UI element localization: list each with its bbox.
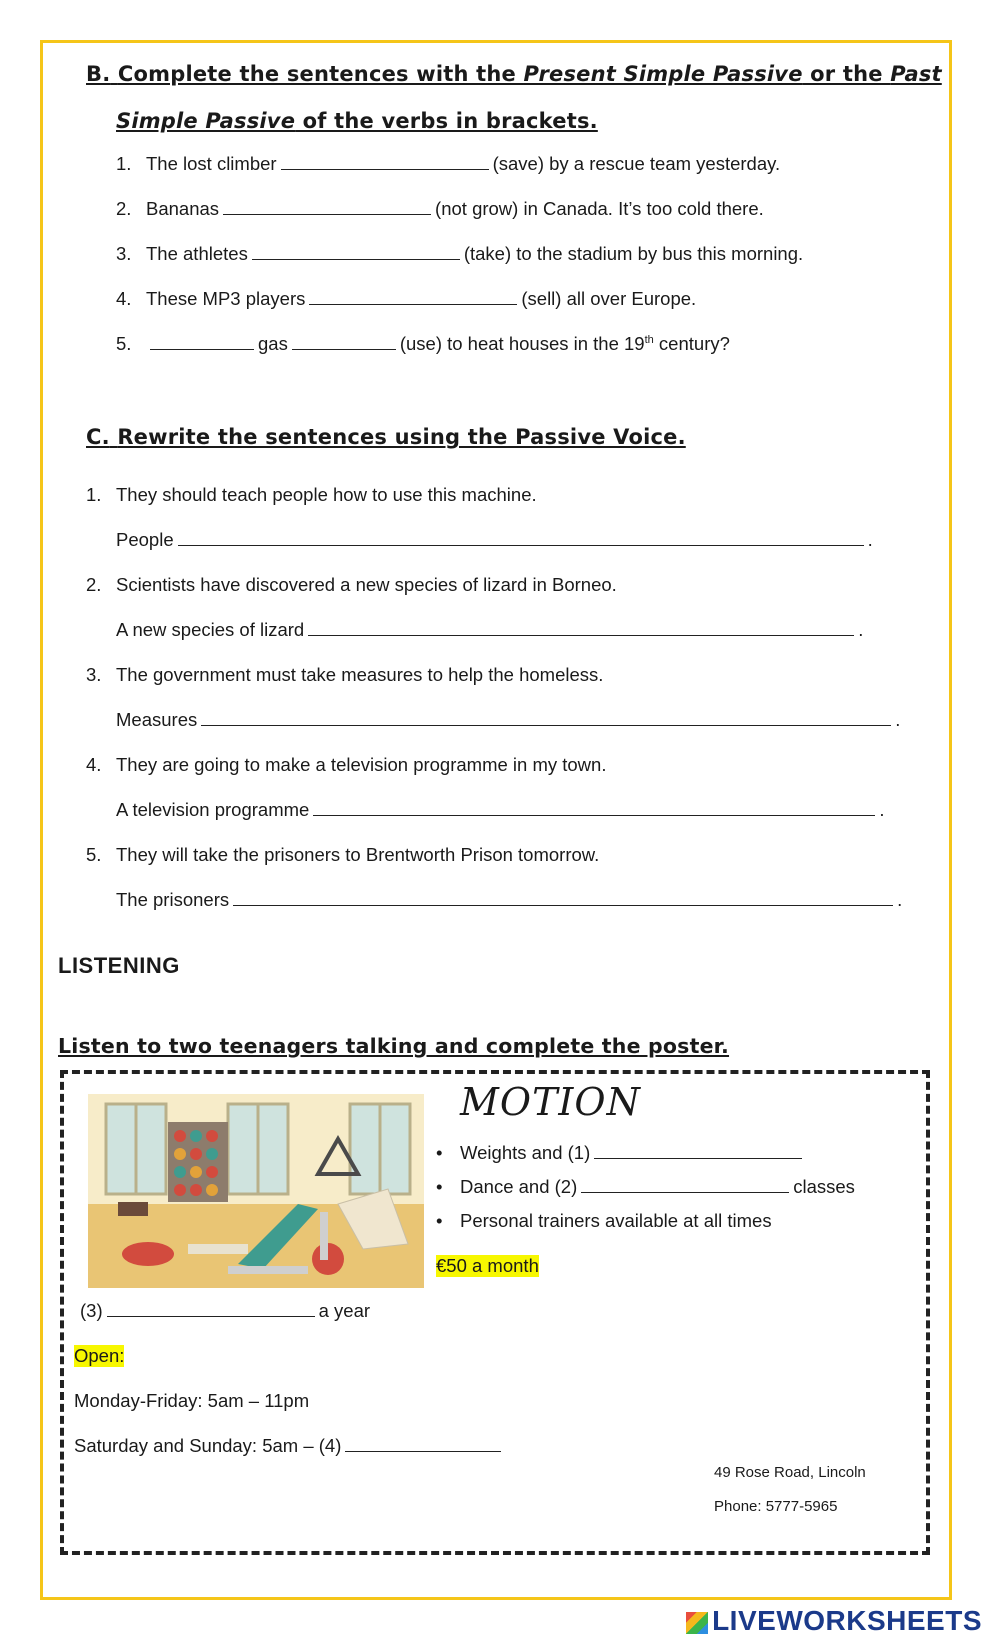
item-text: (not grow) in Canada. It’s too cold there. (435, 198, 764, 219)
answer-blank[interactable] (233, 889, 893, 906)
b-item-5 (116, 333, 730, 355)
answer-blank[interactable] (345, 1435, 501, 1452)
heading-text: Past (890, 62, 942, 86)
b-item-2 (116, 198, 764, 220)
answer-blank[interactable] (150, 333, 254, 350)
bullet-dot: • (436, 1176, 443, 1197)
section-b-heading-line2 (116, 97, 598, 145)
item-number: 4. (116, 288, 132, 309)
listening-instruction: Listen to two teenagers talking and complete the poster. (58, 1034, 730, 1058)
weekend-hours (74, 1435, 505, 1457)
item-text: The government must take measures to help the homeless. (116, 664, 604, 685)
item-number: 1. (86, 484, 102, 505)
item-text: (take) to the stadium by bus this morning. (463, 243, 804, 264)
weekend-text: Saturday and Sunday: 5am – (4) (74, 1435, 342, 1456)
item-text: Scientists have discovered a new species of lizard in Borneo. (116, 574, 617, 595)
item-text: (save) by a rescue team yesterday. (492, 153, 781, 174)
period: . (897, 889, 903, 910)
heading-text: of the verbs in brackets. (295, 109, 598, 133)
answer-blank[interactable] (201, 709, 891, 726)
poster-title: MOTION (460, 1080, 641, 1124)
bullet-text: classes (793, 1176, 855, 1197)
bullet-text: Personal trainers available at all times (460, 1210, 772, 1231)
b-item-4 (116, 288, 696, 310)
poster-bullet-1 (436, 1142, 806, 1164)
superscript: th (644, 333, 654, 346)
item-number: 5. (116, 333, 132, 354)
item-number: 3. (86, 664, 102, 685)
b-item-3 (116, 243, 803, 265)
c-answer-3 (116, 709, 900, 731)
heading-text: Simple Passive (116, 109, 296, 133)
c-answer-1 (116, 529, 873, 551)
item-text: (sell) all over Europe. (521, 288, 697, 309)
answer-blank[interactable] (308, 619, 854, 636)
membership-year (80, 1300, 370, 1322)
item-text: They are going to make a television programme in my town. (116, 754, 607, 775)
blank-label: (3) (80, 1300, 103, 1321)
weekday-hours: Monday-Friday: 5am – 11pm (74, 1390, 310, 1411)
phone: Phone: 5777-5965 (714, 1498, 838, 1515)
gym-illustration-icon (88, 1094, 424, 1288)
item-number: 3. (116, 243, 132, 264)
c-answer-2 (116, 619, 863, 641)
bullet-text: Weights and (1) (460, 1142, 591, 1163)
period: . (867, 529, 873, 550)
answer-blank[interactable] (107, 1300, 315, 1317)
item-text: The athletes (146, 243, 248, 264)
item-text: The lost climber (146, 153, 277, 174)
item-text: gas (258, 333, 288, 354)
section-c-letter: C. (86, 425, 110, 449)
item-text: Bananas (146, 198, 220, 219)
bullet-text: a year (318, 1300, 371, 1321)
answer-blank[interactable] (309, 288, 517, 305)
answer-start: A television programme (116, 799, 310, 820)
item-text: They will take the prisoners to Brentworth Prison tomorrow. (116, 844, 600, 865)
c-answer-5 (116, 889, 902, 911)
answer-start: The prisoners (116, 889, 230, 910)
logo-icon (686, 1612, 708, 1634)
bullet-dot: • (436, 1142, 443, 1163)
item-number: 1. (116, 153, 132, 174)
bullet-dot: • (436, 1210, 443, 1231)
section-c-heading (86, 413, 686, 461)
price-label: €50 a month (436, 1255, 539, 1276)
address: 49 Rose Road, Lincoln (714, 1464, 866, 1481)
answer-blank[interactable] (223, 198, 431, 215)
heading-text: Rewrite the sentences using the Passive Voice. (117, 425, 686, 449)
answer-blank[interactable] (581, 1176, 789, 1193)
answer-blank[interactable] (178, 529, 864, 546)
c-item-2 (86, 574, 617, 596)
c-item-1 (86, 484, 537, 506)
poster-bullet-2 (436, 1176, 855, 1198)
heading-text: or the (802, 62, 891, 86)
c-item-5 (86, 844, 599, 866)
item-number: 2. (116, 198, 132, 219)
answer-blank[interactable] (594, 1142, 802, 1159)
item-text: (use) to heat houses in the 19 (399, 333, 645, 354)
poster (60, 1070, 930, 1555)
answer-start: People (116, 529, 174, 550)
b-item-1 (116, 153, 780, 175)
answer-blank[interactable] (252, 243, 460, 260)
period: . (895, 709, 901, 730)
answer-blank[interactable] (292, 333, 396, 350)
bullet-text: Dance and (2) (460, 1176, 578, 1197)
c-item-4 (86, 754, 606, 776)
section-b-heading (86, 50, 942, 98)
liveworksheets-logo (686, 1605, 982, 1637)
heading-text: Complete the sentences with the (117, 62, 524, 86)
poster-bullet-3 (436, 1210, 772, 1232)
item-text: They should teach people how to use this machine. (116, 484, 537, 505)
c-answer-4 (116, 799, 884, 821)
item-text: century? (653, 333, 730, 354)
period: . (879, 799, 885, 820)
open-label: Open: (74, 1345, 125, 1366)
listening-heading: LISTENING (58, 953, 180, 978)
item-number: 4. (86, 754, 102, 775)
logo-text: LIVEWORKSHEETS (712, 1605, 982, 1636)
heading-text: Present Simple Passive (523, 62, 803, 86)
section-b-letter: B. (86, 62, 111, 86)
item-number: 5. (86, 844, 102, 865)
answer-start: A new species of lizard (116, 619, 305, 640)
answer-blank[interactable] (281, 153, 489, 170)
answer-blank[interactable] (313, 799, 875, 816)
c-item-3 (86, 664, 603, 686)
period: . (858, 619, 864, 640)
item-text: These MP3 players (146, 288, 306, 309)
item-number: 2. (86, 574, 102, 595)
answer-start: Measures (116, 709, 198, 730)
